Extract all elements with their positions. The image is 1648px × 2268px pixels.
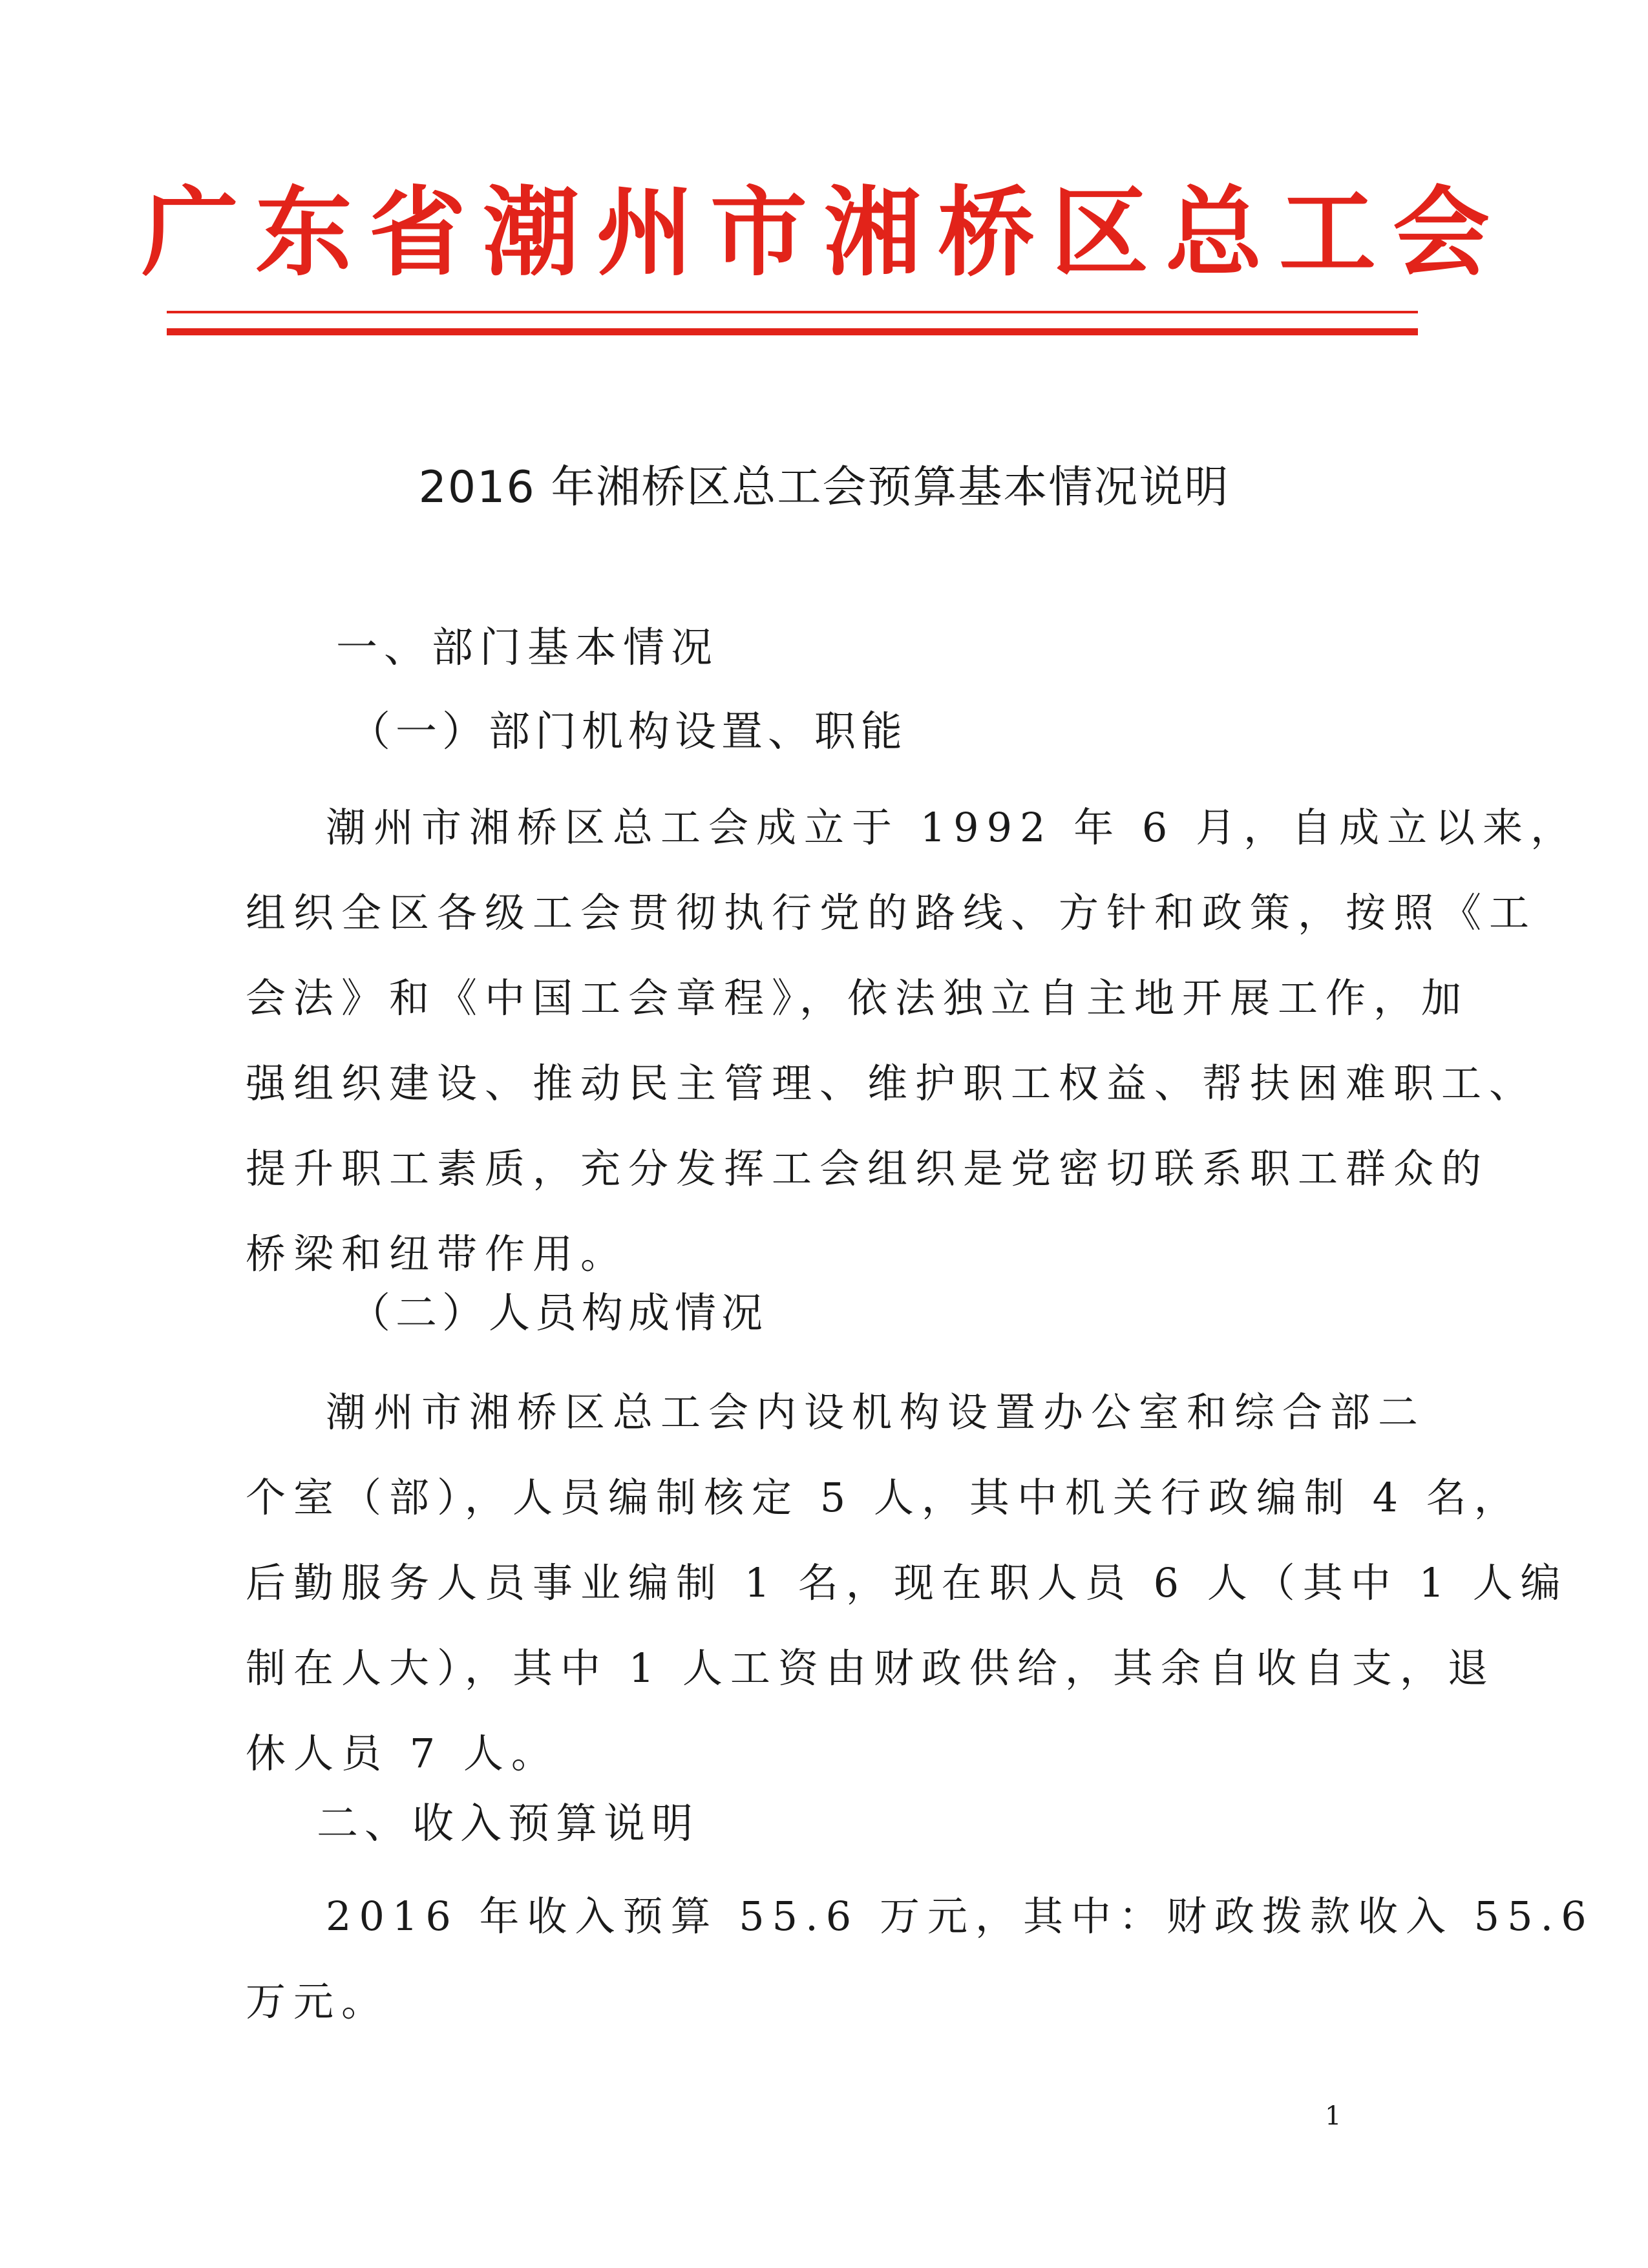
paragraph-line: 休人员 7 人。: [246, 1730, 559, 1777]
paragraph-line: 潮州市湘桥区总工会内设机构设置办公室和综合部二: [326, 1389, 1426, 1436]
section-heading-department-overview: 一、部门基本情况: [336, 624, 719, 672]
paragraph-staff-composition: [246, 1370, 1569, 1796]
paragraph-structure-functions: [246, 785, 1579, 1297]
paragraph-line: 提升职工素质，充分发挥工会组织是党密切联系职工群众的: [246, 1145, 1490, 1192]
document-title: 2016 年湘桥区总工会预算基本情况说明: [418, 462, 1230, 513]
section-heading-income-budget: 二、收入预算说明: [317, 1800, 699, 1848]
letterhead-rule-thin: [167, 311, 1418, 313]
paragraph-line: 组织全区各级工会贯彻执行党的路线、方针和政策，按照《工: [246, 889, 1537, 936]
paragraph-line: 制在人大），其中 1 人工资由财政供给，其余自收自支，退: [246, 1644, 1495, 1692]
letterhead-rule-thick: [167, 328, 1418, 335]
paragraph-line: 个室（部），人员编制核定 5 人，其中机关行政编制 4 名，: [246, 1474, 1522, 1521]
paragraph-line: 会法》和《中国工会章程》，依法独立自主地开展工作，加: [246, 974, 1470, 1022]
page-number: 1: [1325, 2101, 1342, 2131]
paragraph-line: 强组织建设、推动民主管理、维护职工权益、帮扶困难职工、: [246, 1060, 1537, 1107]
organization-name: 广东省潮州市湘桥区总工会: [141, 176, 1506, 289]
paragraph-line: 2016 年收入预算 55.6 万元，其中：财政拨款收入 55.6: [326, 1893, 1594, 1940]
paragraph-line: 桥梁和纽带作用。: [246, 1230, 629, 1277]
paragraph-line: 潮州市湘桥区总工会成立于 1992 年 6 月，自成立以来，: [326, 804, 1579, 851]
subsection-heading-structure-functions: （一）部门机构设置、职能: [349, 708, 907, 756]
paragraph-income-budget: [246, 1874, 1594, 2044]
paragraph-line: 万元。: [246, 1978, 390, 2025]
subsection-heading-staff-composition: （二）人员构成情况: [349, 1290, 768, 1338]
paragraph-line: 后勤服务人员事业编制 1 名，现在职人员 6 人（其中 1 人编: [246, 1559, 1569, 1606]
